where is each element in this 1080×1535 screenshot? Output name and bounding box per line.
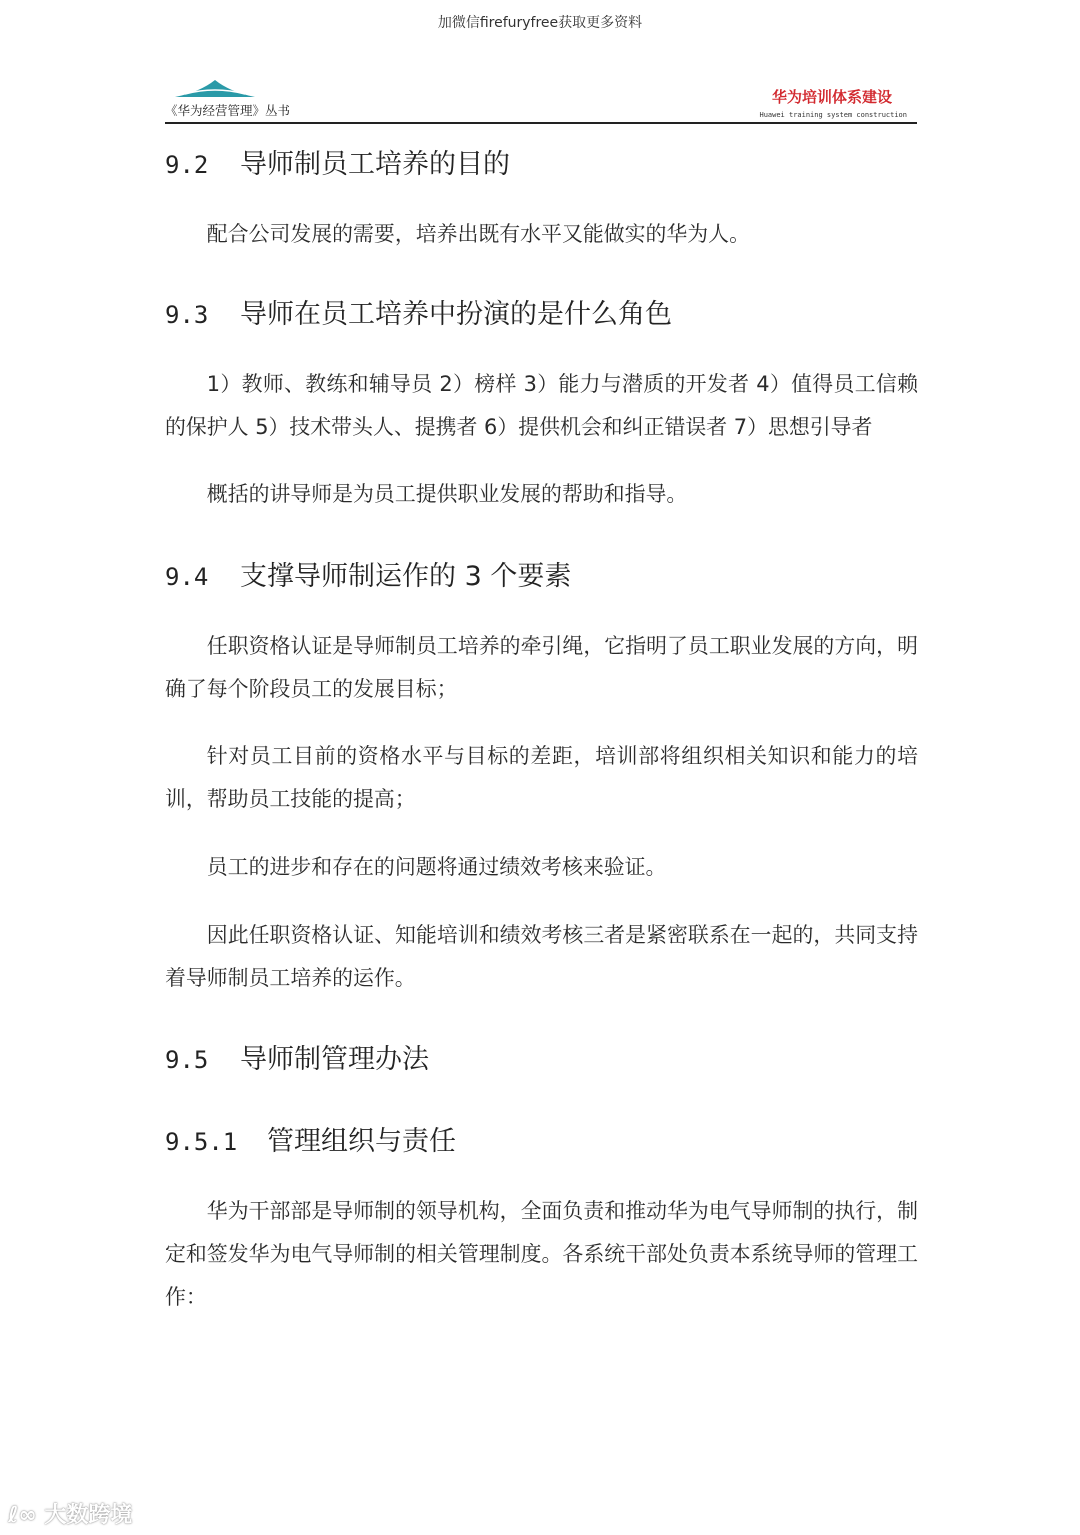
subsection-heading bbox=[165, 1119, 918, 1158]
section-title: 导师在员工培养中扮演的是什么角色 bbox=[240, 299, 672, 330]
section-heading bbox=[165, 292, 918, 331]
section-number: 9.4 bbox=[165, 563, 209, 591]
watermark-logo-icon: ℓ∞ bbox=[8, 1503, 45, 1528]
paragraph: 概括的讲导师是为员工提供职业发展的帮助和指导。 bbox=[206, 482, 688, 506]
section-title: 支撑导师制运作的 3 个要素 bbox=[240, 561, 572, 592]
section-heading bbox=[165, 142, 918, 181]
section-number: 9.3 bbox=[165, 301, 209, 329]
section-heading bbox=[165, 1037, 918, 1076]
top-note: 加微信firefuryfree获取更多资料 bbox=[437, 15, 643, 31]
paragraph: 针对员工目前的资格水平与目标的差距，培训部将组织相关知识和能力的培训，帮助员工技能的提高； bbox=[165, 744, 918, 811]
watermark bbox=[8, 1498, 132, 1529]
section-title: 导师制管理办法 bbox=[240, 1044, 429, 1075]
section-heading bbox=[165, 554, 918, 593]
section-number: 9.5.1 bbox=[165, 1128, 238, 1156]
paragraph: 1）教师、教练和辅导员 2）榜样 3）能力与潜质的开发者 4）值得员工信赖的保护人 5）技术带头人、提携者 6）提供机会和纠正错误者 7）思想引导者 bbox=[165, 372, 918, 439]
paragraph: 配合公司发展的需要，培养出既有水平又能做实的华为人。 bbox=[206, 222, 750, 246]
section-title: 导师制员工培养的目的 bbox=[240, 149, 510, 180]
book-series: 《华为经营管理》丛书 bbox=[165, 103, 291, 118]
section-title: 管理组织与责任 bbox=[267, 1126, 456, 1157]
paragraph: 华为干部部是导师制的领导机构，全面负责和推动华为电气导师制的执行，制定和签发华为电气导师制的相关管理制度。各系统干部处负责本系统导师的管理工作： bbox=[165, 1199, 918, 1309]
paragraph: 因此任职资格认证、知能培训和绩效考核三者是紧密联系在一起的，共同支持着导师制员工培养的运作。 bbox=[165, 923, 918, 990]
logo-icon bbox=[175, 80, 255, 98]
watermark-text: 大数跨境 bbox=[44, 1503, 133, 1528]
header-brand-en: Huawei training system construction bbox=[759, 111, 907, 119]
header-rule bbox=[165, 122, 917, 124]
section-number: 9.5 bbox=[165, 1046, 209, 1074]
paragraph: 员工的进步和存在的问题将通过绩效考核来验证。 bbox=[206, 855, 667, 879]
paragraph: 任职资格认证是导师制员工培养的牵引绳，它指明了员工职业发展的方向，明确了每个阶段员工的发展目标； bbox=[165, 634, 918, 701]
header-brand: 华为培训体系建设 bbox=[771, 88, 892, 106]
section-number: 9.2 bbox=[165, 151, 209, 179]
